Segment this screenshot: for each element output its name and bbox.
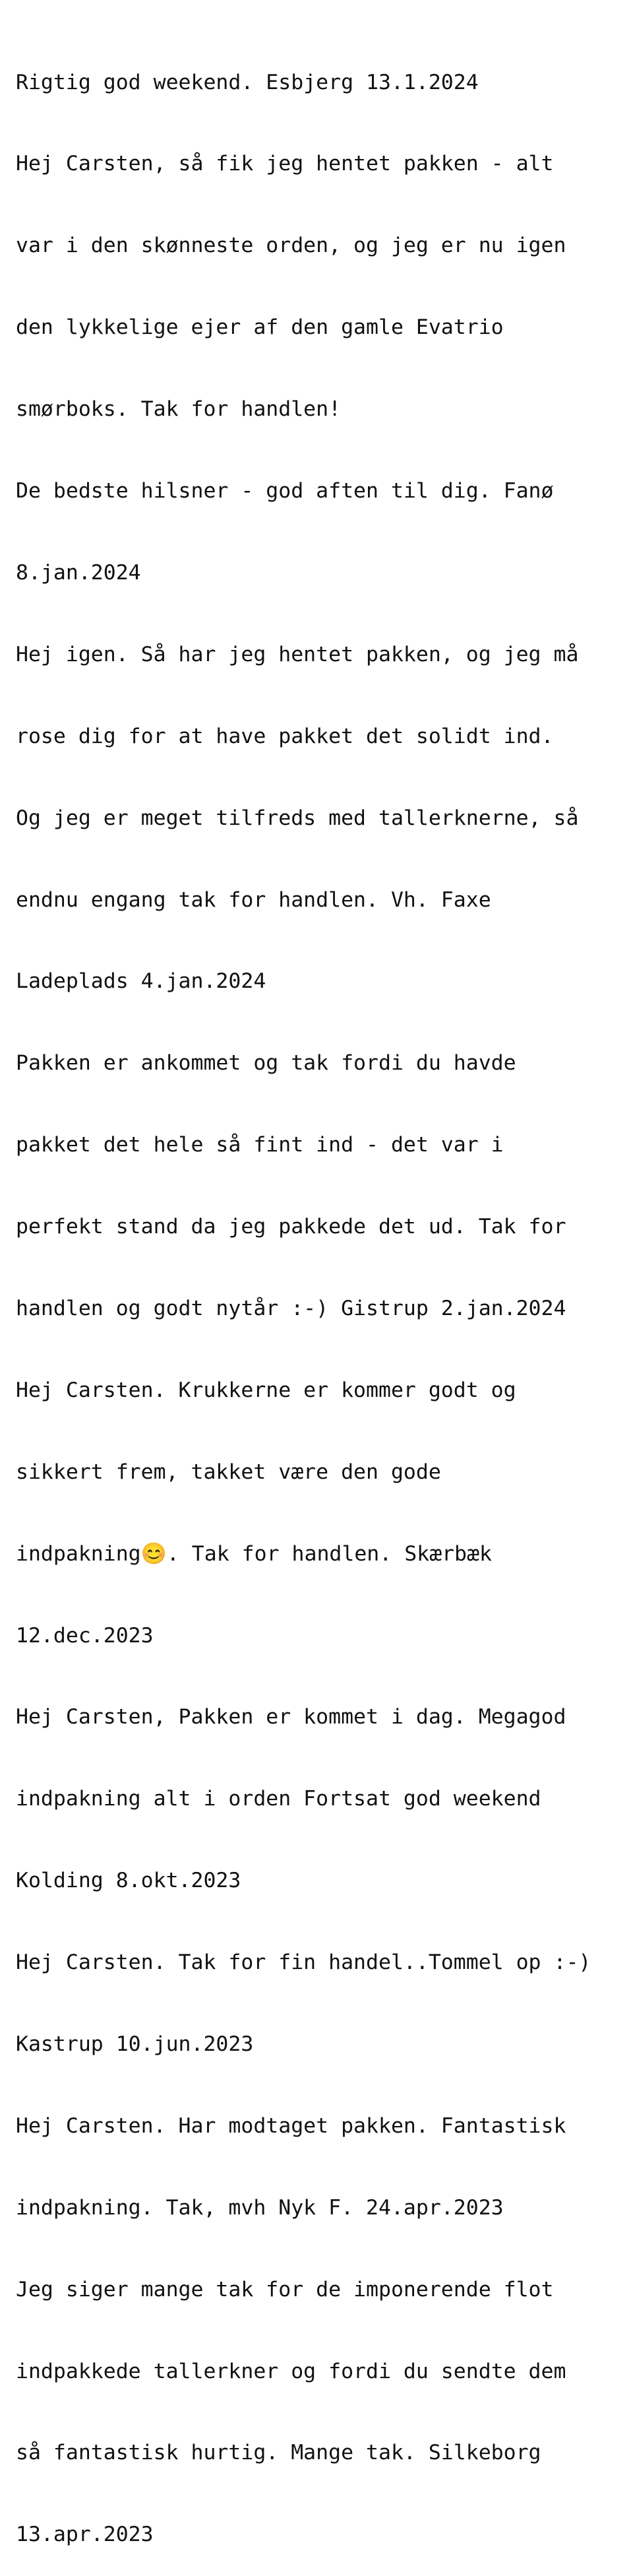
- text-line: Kastrup 10.jun.2023: [16, 2032, 254, 2056]
- text-line: Kolding 8.okt.2023: [16, 1869, 241, 1893]
- text-line: Hej Carsten. Tak for fin handel..Tommel op :-): [16, 1950, 591, 1975]
- text-line: Hej Carsten. Krukkerne er kommer godt og: [16, 1378, 516, 1402]
- text-line: indpakning😊. Tak for handlen. Skærbæk: [16, 1541, 492, 1566]
- text-line: Pakken er ankommet og tak fordi du havde: [16, 1051, 516, 1076]
- text-line: Ladeplads 4.jan.2024: [16, 969, 266, 994]
- text-line: 12.dec.2023: [16, 1623, 154, 1648]
- text-line: den lykkelige ejer af den gamle Evatrio: [16, 315, 504, 340]
- text-line: Og jeg er meget tilfreds med tallerknerne, så: [16, 806, 579, 830]
- text-line: endnu engang tak for handlen. Vh. Faxe: [16, 887, 491, 912]
- reviews-document: [16, 15, 629, 2576]
- text-line: Hej Carsten, Pakken er kommet i dag. Megagod: [16, 1705, 566, 1729]
- text-line: perfekt stand da jeg pakkede det ud. Tak for: [16, 1215, 566, 1239]
- text-line: så fantastisk hurtig. Mange tak. Silkeborg: [16, 2441, 541, 2465]
- text-line: Hej Carsten, så fik jeg hentet pakken - alt: [16, 152, 554, 176]
- text-line: Jeg siger mange tak for de imponerende flot: [16, 2277, 554, 2302]
- text-line: indpakkede tallerkner og fordi du sendte dem: [16, 2359, 566, 2383]
- text-line: var i den skønneste orden, og jeg er nu igen: [16, 234, 566, 258]
- text-line: indpakning. Tak, mvh Nyk F. 24.apr.2023: [16, 2195, 504, 2220]
- text-line: 13.apr.2023: [16, 2523, 154, 2547]
- text-line: Hej igen. Så har jeg hentet pakken, og jeg må: [16, 642, 579, 666]
- text-line: 8.jan.2024: [16, 560, 141, 585]
- text-line: handlen og godt nytår :-) Gistrup 2.jan.2024: [16, 1296, 566, 1320]
- text-line: pakket det hele så fint ind - det var i: [16, 1133, 504, 1157]
- text-line: Hej Carsten. Har modtaget pakken. Fantastisk: [16, 2113, 566, 2138]
- text-line: sikkert frem, takket være den gode: [16, 1460, 441, 1484]
- text-line: De bedste hilsner - god aften til dig. Fanø: [16, 479, 554, 503]
- text-line: indpakning alt i orden Fortsat god weekend: [16, 1787, 541, 1811]
- text-line: smørboks. Tak for handlen!: [16, 397, 342, 422]
- text-line: Rigtig god weekend. Esbjerg 13.1.2024: [16, 70, 479, 94]
- text-line: rose dig for at have pakket det solidt ind.: [16, 724, 554, 748]
